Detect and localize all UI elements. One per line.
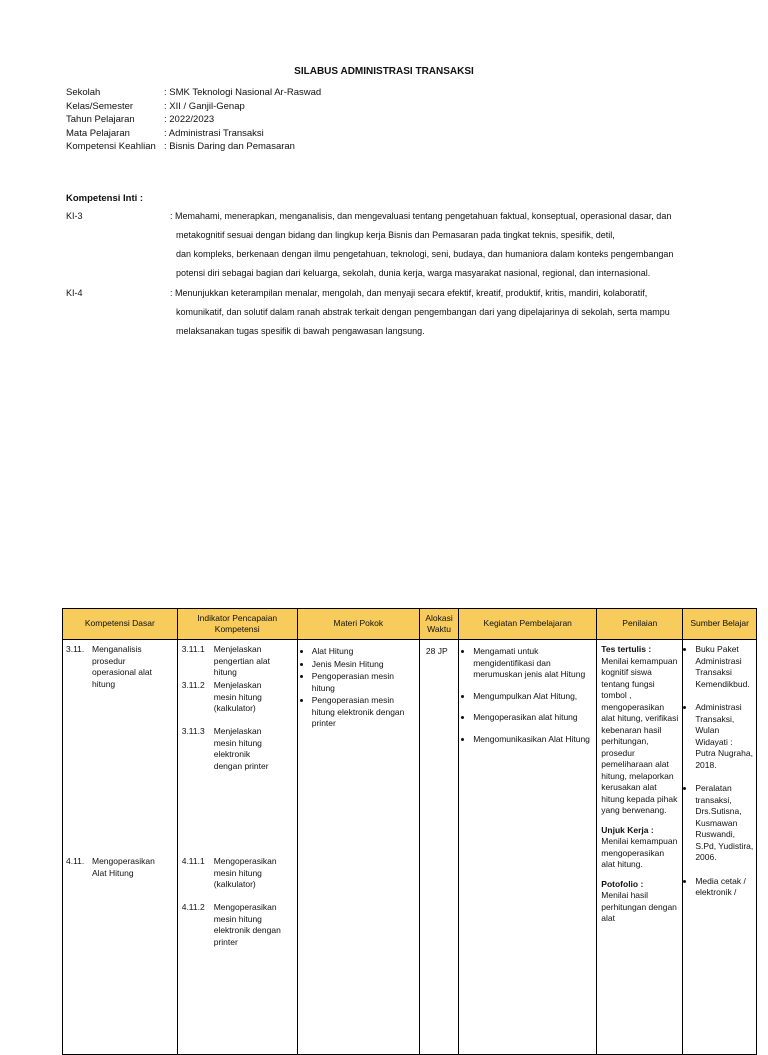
table-row xyxy=(63,640,757,1055)
kd-item: 4.11. Mengoperasikan Alat Hitung xyxy=(66,856,155,878)
list-item: • Media cetak / elektronik / xyxy=(695,876,754,899)
list-item: • Mengamati untuk mengidentifikasi dan merumuskan jenis alat Hitung xyxy=(473,646,596,681)
ki3-text: : Memahami, menerapkan, menganalisis, dan mengevaluasi tentang pengetahuan faktual, konseptual, operasional dasar, dan metakognitif sesuai dengan bidang dan lingkup kerja Bisnis dan Pemasaran pada tingkat teknis, spesifik, detil, dan kompleks, berkenaan dengan ilmu pengetahuan, teknologi, seni, budaya, dan humaniora dalam konteks pengembangan potensi diri sebagai bagian dari keluarga, sekolah, dunia kerja, warga masyarakat nasional, regional, dan internasional. xyxy=(170,211,674,278)
info-row-mapel: Mata Pelajaran : Administrasi Transaksi xyxy=(66,127,264,139)
cell-penilaian xyxy=(597,640,683,1055)
header-sumber: Sumber Belajar xyxy=(683,609,757,640)
syllabus-table xyxy=(62,608,757,1055)
penilaian-block: Unjuk Kerja : Menilai kemampuan mengoperasikan alat hitung. xyxy=(601,824,678,869)
indikator-item: 3.11.3 Menjelaskan mesin hitung elektronik dengan printer xyxy=(181,726,269,771)
ki-heading: Kompetensi Inti : xyxy=(66,193,144,204)
penilaian-block: Potofolio : Menilai hasil perhitungan dengan alat xyxy=(601,878,677,923)
header-kegiatan: Kegiatan Pembelajaran xyxy=(459,609,597,640)
header-indikator: Indikator Pencapaian Kompetensi xyxy=(177,609,297,640)
list-item: • Mengumpulkan Alat Hitung, xyxy=(473,691,596,703)
header-materi: Materi Pokok xyxy=(297,609,419,640)
list-item: • Mengoperasikan alat hitung xyxy=(473,712,596,724)
header-alokasi: Alokasi Waktu xyxy=(419,609,458,640)
page-title: SILABUS ADMINISTRASI TRANSAKSI xyxy=(294,66,474,77)
cell-kompetensi-dasar xyxy=(63,640,178,1055)
info-row-tahun: Tahun Pelajaran : 2022/2023 xyxy=(66,114,215,125)
info-row-keahlian: Kompetensi Keahlian : Bisnis Daring dan Pemasaran xyxy=(66,141,295,152)
cell-indikator xyxy=(177,640,297,1055)
ki3-code: KI-3 xyxy=(66,211,83,221)
cell-materi xyxy=(297,640,419,1055)
penilaian-block: Tes tertulis : Menilai kemampuan kognitif siswa tentang fungsi tombol , mengoperasikan alat hitung, verifikasi kebenaran hasil perhitungan, prosedur pemeliharaan alat hitung, melaporkan kerusakan alat hitung kepada pihak yang berwenang. xyxy=(601,644,679,815)
cell-alokasi: 28 JP xyxy=(419,640,458,1055)
info-row-sekolah: Sekolah : SMK Teknologi Nasional Ar-Raswad xyxy=(66,87,322,98)
kd-item: 3.11. Menganalisis prosedur operasional alat hitung xyxy=(66,644,153,689)
indikator-item: 3.11.1 Menjelaskan pengertian alat hitung xyxy=(181,644,270,677)
list-item: • Mengomunikasikan Alat Hitung xyxy=(473,734,596,746)
ki4-code: KI-4 xyxy=(66,288,83,298)
indikator-item: 3.11.2 Menjelaskan mesin hitung (kalkulator) xyxy=(181,680,262,713)
list-item: • Alat Hitung xyxy=(312,646,419,658)
list-item: • Pengoperasian mesin hitung elektronik dengan printer xyxy=(312,695,419,730)
ki4-block xyxy=(66,284,690,341)
list-item: • Jenis Mesin Hitung xyxy=(312,659,419,671)
header-kompetensi-dasar: Kompetensi Dasar xyxy=(63,609,178,640)
cell-kegiatan xyxy=(459,640,597,1055)
indikator-item: 4.11.1 Mengoperasikan mesin hitung (kalkulator) xyxy=(181,856,277,889)
indikator-item: 4.11.2 Mengoperasikan mesin hitung elektronik dengan printer xyxy=(181,902,281,947)
info-row-kelas: Kelas/Semester : XII / Ganjil-Genap xyxy=(66,100,245,112)
list-item: • Buku Paket Administrasi Transaksi Kemendikbud. xyxy=(695,644,754,690)
school-info xyxy=(66,86,321,154)
ki3-block xyxy=(66,207,690,283)
list-item: • Administrasi Transaksi, Wulan Widayati : Putra Nugraha, 2018. xyxy=(695,702,754,771)
header-penilaian: Penilaian xyxy=(597,609,683,640)
table-header-row xyxy=(63,609,757,640)
ki4-text: : Menunjukkan keterampilan menalar, mengolah, dan menyaji secara efektif, kreatif, produktif, kritis, mandiri, kolaboratif, komunikatif, dan solutif dalam ranah abstrak terkait dengan pengembangan dari yang dipelajarinya di sekolah, serta mampu melaksanakan tugas spesifik di bawah pengawasan langsung. xyxy=(170,288,670,336)
list-item: • Peralatan transaksi, Drs.Sutisna, Kusmawan Ruswandi, S.Pd, Yudistira, 2006. xyxy=(695,783,754,864)
cell-sumber xyxy=(683,640,757,1055)
list-item: • Pengoperasian mesin hitung xyxy=(312,671,419,694)
